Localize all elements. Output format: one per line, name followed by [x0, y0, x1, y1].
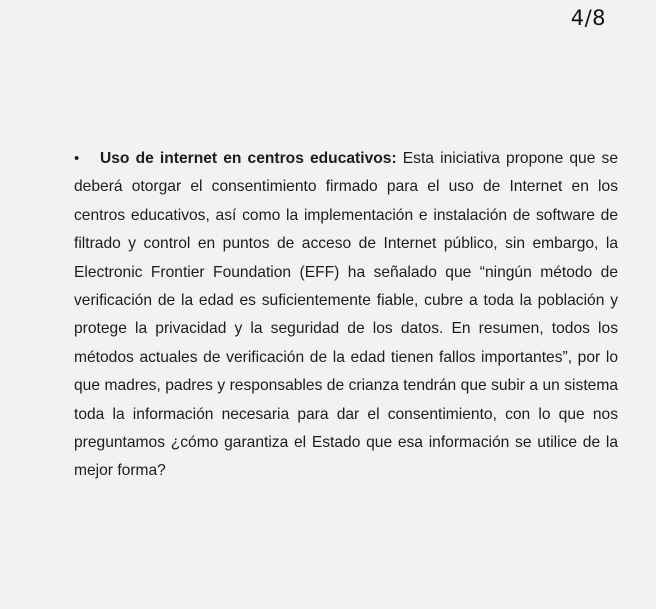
page-number: 4/8 [570, 6, 606, 30]
bullet-list [74, 145, 618, 486]
bullet-body-text: Esta iniciativa propone que se deberá otorgar el consentimiento firmado para el uso de Internet en los centros educativos, así como la implementación e instalación de software de filtrado y control en puntos de acceso de Internet público, sin embargo, la Electronic Frontier Foundation (EFF) ha señalado que “ningún método de verificación de la edad es suficientemente fiable, cubre a toda la población y protege la privacidad y la seguridad de los datos. En resumen, todos los métodos actuales de verificación de la edad tienen fallos importantes”, por lo que madres, padres y responsables de crianza tendrán que subir a un sistema toda la información necesaria para dar el consentimiento, con lo que nos preguntamos ¿cómo garantiza el Estado que esa información se utilice de la mejor forma? [74, 150, 618, 480]
bullet-item [74, 145, 618, 486]
bullet-dot-icon: • [74, 150, 80, 167]
bullet-title: Uso de internet en centros educativos: [100, 150, 397, 167]
